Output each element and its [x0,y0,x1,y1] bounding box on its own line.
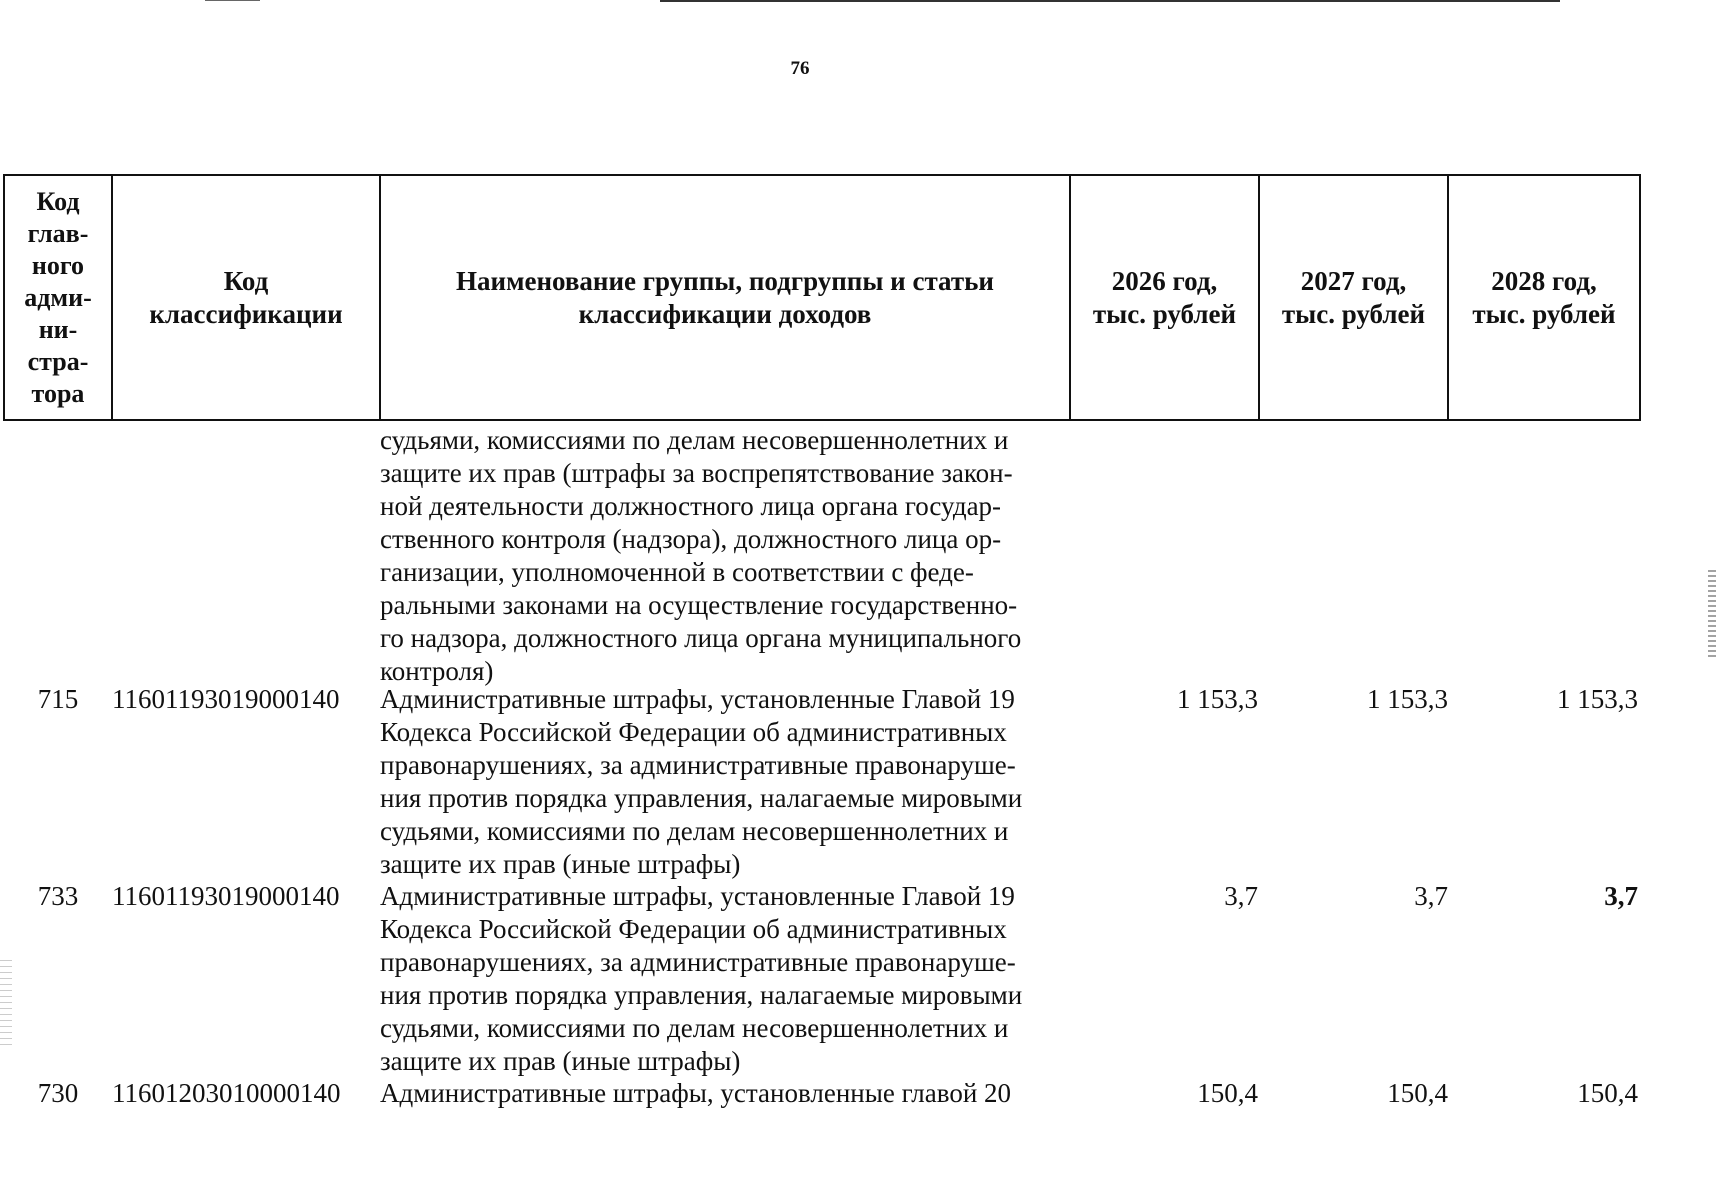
revenue-name-line: защите их прав (иные штрафы) [380,849,741,879]
revenue-table-header [3,174,1641,421]
revenue-name-line: ганизации, уполномоченной в соответствии с феде- [380,557,974,587]
scan-margin-specks [1708,570,1716,660]
page-number: 76 [790,58,810,79]
revenue-name-line: Административные штрафы, установленные Главой 19 [380,881,1015,911]
revenue-name-line: Кодекса Российской Федерации об административных [380,914,1007,944]
header-classification-code-line: Код [223,265,269,296]
scan-edge-mark [205,0,260,1]
revenue-name-line: правонарушениях, за административные правонаруше- [380,947,1016,977]
value-2027-cell: 150,4 [1387,1078,1448,1108]
value-2027-cell: 3,7 [1414,881,1448,911]
classification-code-cell: 11601193019000140 [112,684,340,714]
value-2028-cell: 3,7 [1604,881,1638,911]
revenue-name-line: судьями, комиссиями по делам несовершеннолетних и [380,816,1009,846]
header-admin-code-line: ного [31,250,85,280]
classification-code-cell: 11601193019000140 [112,881,340,911]
revenue-name-line: ния против порядка управления, налагаемые мировыми [380,783,1023,813]
revenue-name-line: судьями, комиссиями по делам несовершеннолетних и [380,425,1009,455]
header-year-2027-line: тыс. рублей [1281,298,1426,329]
header-classification-code-line: классификации [149,298,343,329]
header-classification-code [112,175,380,420]
header-year-2028 [1448,175,1640,420]
value-2028-cell: 150,4 [1577,1078,1638,1108]
header-name-line: Наименование группы, подгруппы и статьи [456,265,994,296]
header-name [380,175,1070,420]
value-2028-cell: 1 153,3 [1557,684,1638,714]
admin-code-cell: 730 [37,1078,79,1108]
revenue-name-line: защите их прав (иные штрафы) [380,1046,741,1076]
revenue-name-line: ной деятельности должностного лица органа государ- [380,491,1002,521]
admin-code-cell: 715 [37,684,79,714]
revenue-name-line: Кодекса Российской Федерации об административных [380,717,1007,747]
revenue-name-cell [380,880,1080,1078]
header-admin-code-line: глав- [27,218,89,248]
header-name-line: классификации доходов [578,298,872,329]
header-admin-code-line: стра- [27,346,89,376]
scan-edge-line [660,0,1560,2]
revenue-name-line: контроля) [380,656,494,686]
revenue-name-line: ственного контроля (надзора), должностного лица ор- [380,524,1002,554]
revenue-name-cell [380,683,1080,881]
header-admin-code-line: Код [36,186,80,216]
value-2026-cell: 1 153,3 [1177,684,1258,714]
header-admin-code-line: ни- [38,314,78,344]
revenue-name-line: ния против порядка управления, налагаемые мировыми [380,980,1023,1010]
scan-margin-specks [0,960,12,1050]
header-admin-code-line: тора [31,378,85,408]
value-2026-cell: 150,4 [1197,1078,1258,1108]
header-year-2027-line: 2027 год, [1300,265,1407,296]
revenue-name-line: го надзора, должностного лица органа муниципального [380,623,1022,653]
value-2027-cell: 1 153,3 [1367,684,1448,714]
revenue-name-cell [380,1077,1080,1110]
header-admin-code-line: адми- [24,282,92,312]
header-year-2028-line: 2028 год, [1491,265,1597,296]
revenue-name-cell [380,424,1080,688]
revenue-name-line: судьями, комиссиями по делам несовершеннолетних и [380,1013,1009,1043]
classification-code-cell: 11601203010000140 [112,1078,341,1108]
value-2026-cell: 3,7 [1224,881,1258,911]
admin-code-cell: 733 [37,881,79,911]
header-year-2028-line: тыс. рублей [1472,298,1616,329]
header-year-2026-line: 2026 год, [1111,265,1218,296]
header-year-2026-line: тыс. рублей [1092,298,1237,329]
revenue-name-line: защите их прав (штрафы за воспрепятствование закон- [380,458,1013,488]
revenue-name-line: правонарушениях, за административные правонаруше- [380,750,1016,780]
revenue-name-line: Административные штрафы, установленные главой 20 [380,1078,1012,1108]
revenue-name-line: Административные штрафы, установленные Главой 19 [380,684,1015,714]
header-admin-code [4,175,112,420]
header-year-2027 [1259,175,1448,420]
revenue-name-line: ральными законами на осуществление государственно- [380,590,1018,620]
header-year-2026 [1070,175,1259,420]
